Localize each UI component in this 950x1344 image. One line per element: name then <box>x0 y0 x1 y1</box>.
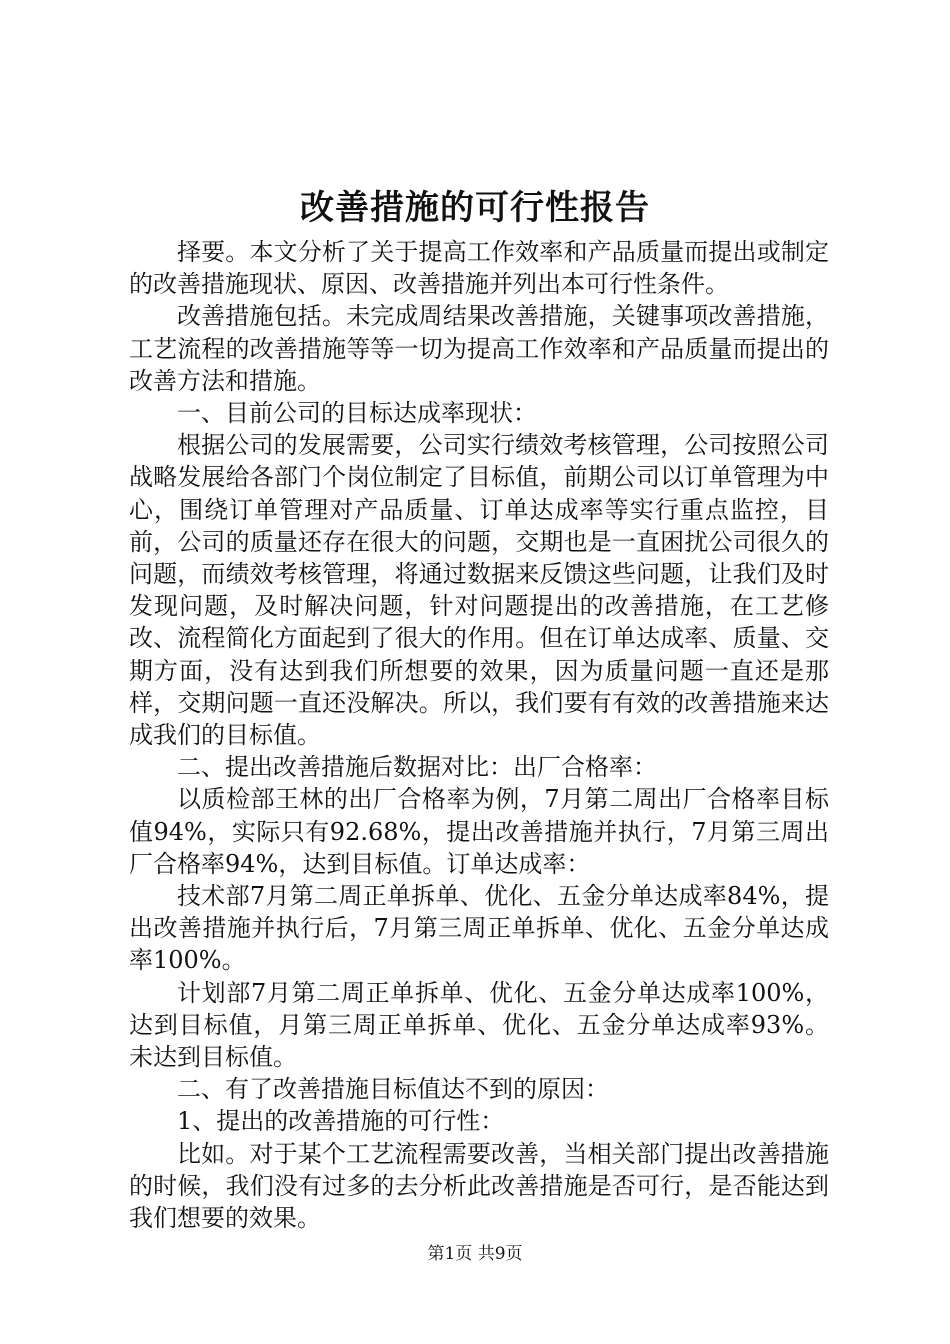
paragraph-planning-dept: 计划部7月第二周正单拆单、优化、五金分单达成率100%，达到目标值，月第三周正单拆单、优化、五金分单达成率93%。未达到目标值。 <box>129 978 829 1072</box>
paragraph-example: 比如。对于某个工艺流程需要改善，当相关部门提出改善措施的时候，我们没有过多的去分析此改善措施是否可行，是否能达到我们想要的效果。 <box>129 1139 829 1233</box>
section-heading-reasons: 二、有了改善措施目标值达不到的原因： <box>177 1075 609 1104</box>
document-body <box>129 236 829 1234</box>
document-title: 改善措施的可行性报告 <box>300 188 650 228</box>
paragraph-tech-dept: 技术部7月第二周正单拆单、优化、五金分单达成率84%，提出改善措施并执行后，7月第三周正单拆单、优化、五金分单达成率100%。 <box>129 882 829 975</box>
page-footer: 第1页 共9页 <box>427 1244 523 1264</box>
section-heading-comparison: 二、提出改善措施后数据对比：出厂合格率： <box>177 753 657 782</box>
paragraph-scope: 改善措施包括。未完成周结果改善措施，关键事项改善措施，工艺流程的改善措施等等一切为提高工作效率和产品质量而提出的改善方法和措施。 <box>129 302 829 395</box>
subsection-heading-feasibility: 1、提出的改善措施的可行性： <box>177 1107 505 1136</box>
paragraph-qc-example: 以质检部王林的出厂合格率为例，7月第二周出厂合格率目标值94%，实际只有92.68%，提出改善措施并执行，7月第三周出厂合格率94%，达到目标值。订单达成率： <box>129 785 829 878</box>
section-heading-status: 一、目前公司的目标达成率现状： <box>177 399 537 428</box>
paragraph-status: 根据公司的发展需要，公司实行绩效考核管理，公司按照公司战略发展给各部门个岗位制定了目标值，前期公司以订单管理为中心，围绕订单管理对产品质量、订单达成率等实行重点监控，目前，公司的质量还存在很大的问题，交期也是一直困扰公司很久的问题，而绩效考核管理，将通过数据来反馈这些问题，让我们及时发现问题，及时解决问题，针对问题提出的改善措施，在工艺修改、流程简化方面起到了很大的作用。但在订单达成率、质量、交期方面，没有达到我们所想要的效果，因为质量问题一直还是那样，交期问题一直还没解决。所以，我们要有有效的改善措施来达成我们的目标值。 <box>129 431 829 750</box>
paragraph-abstract: 择要。本文分析了关于提高工作效率和产品质量而提出或制定的改善措施现状、原因、改善措施并列出本可行性条件。 <box>129 238 829 299</box>
